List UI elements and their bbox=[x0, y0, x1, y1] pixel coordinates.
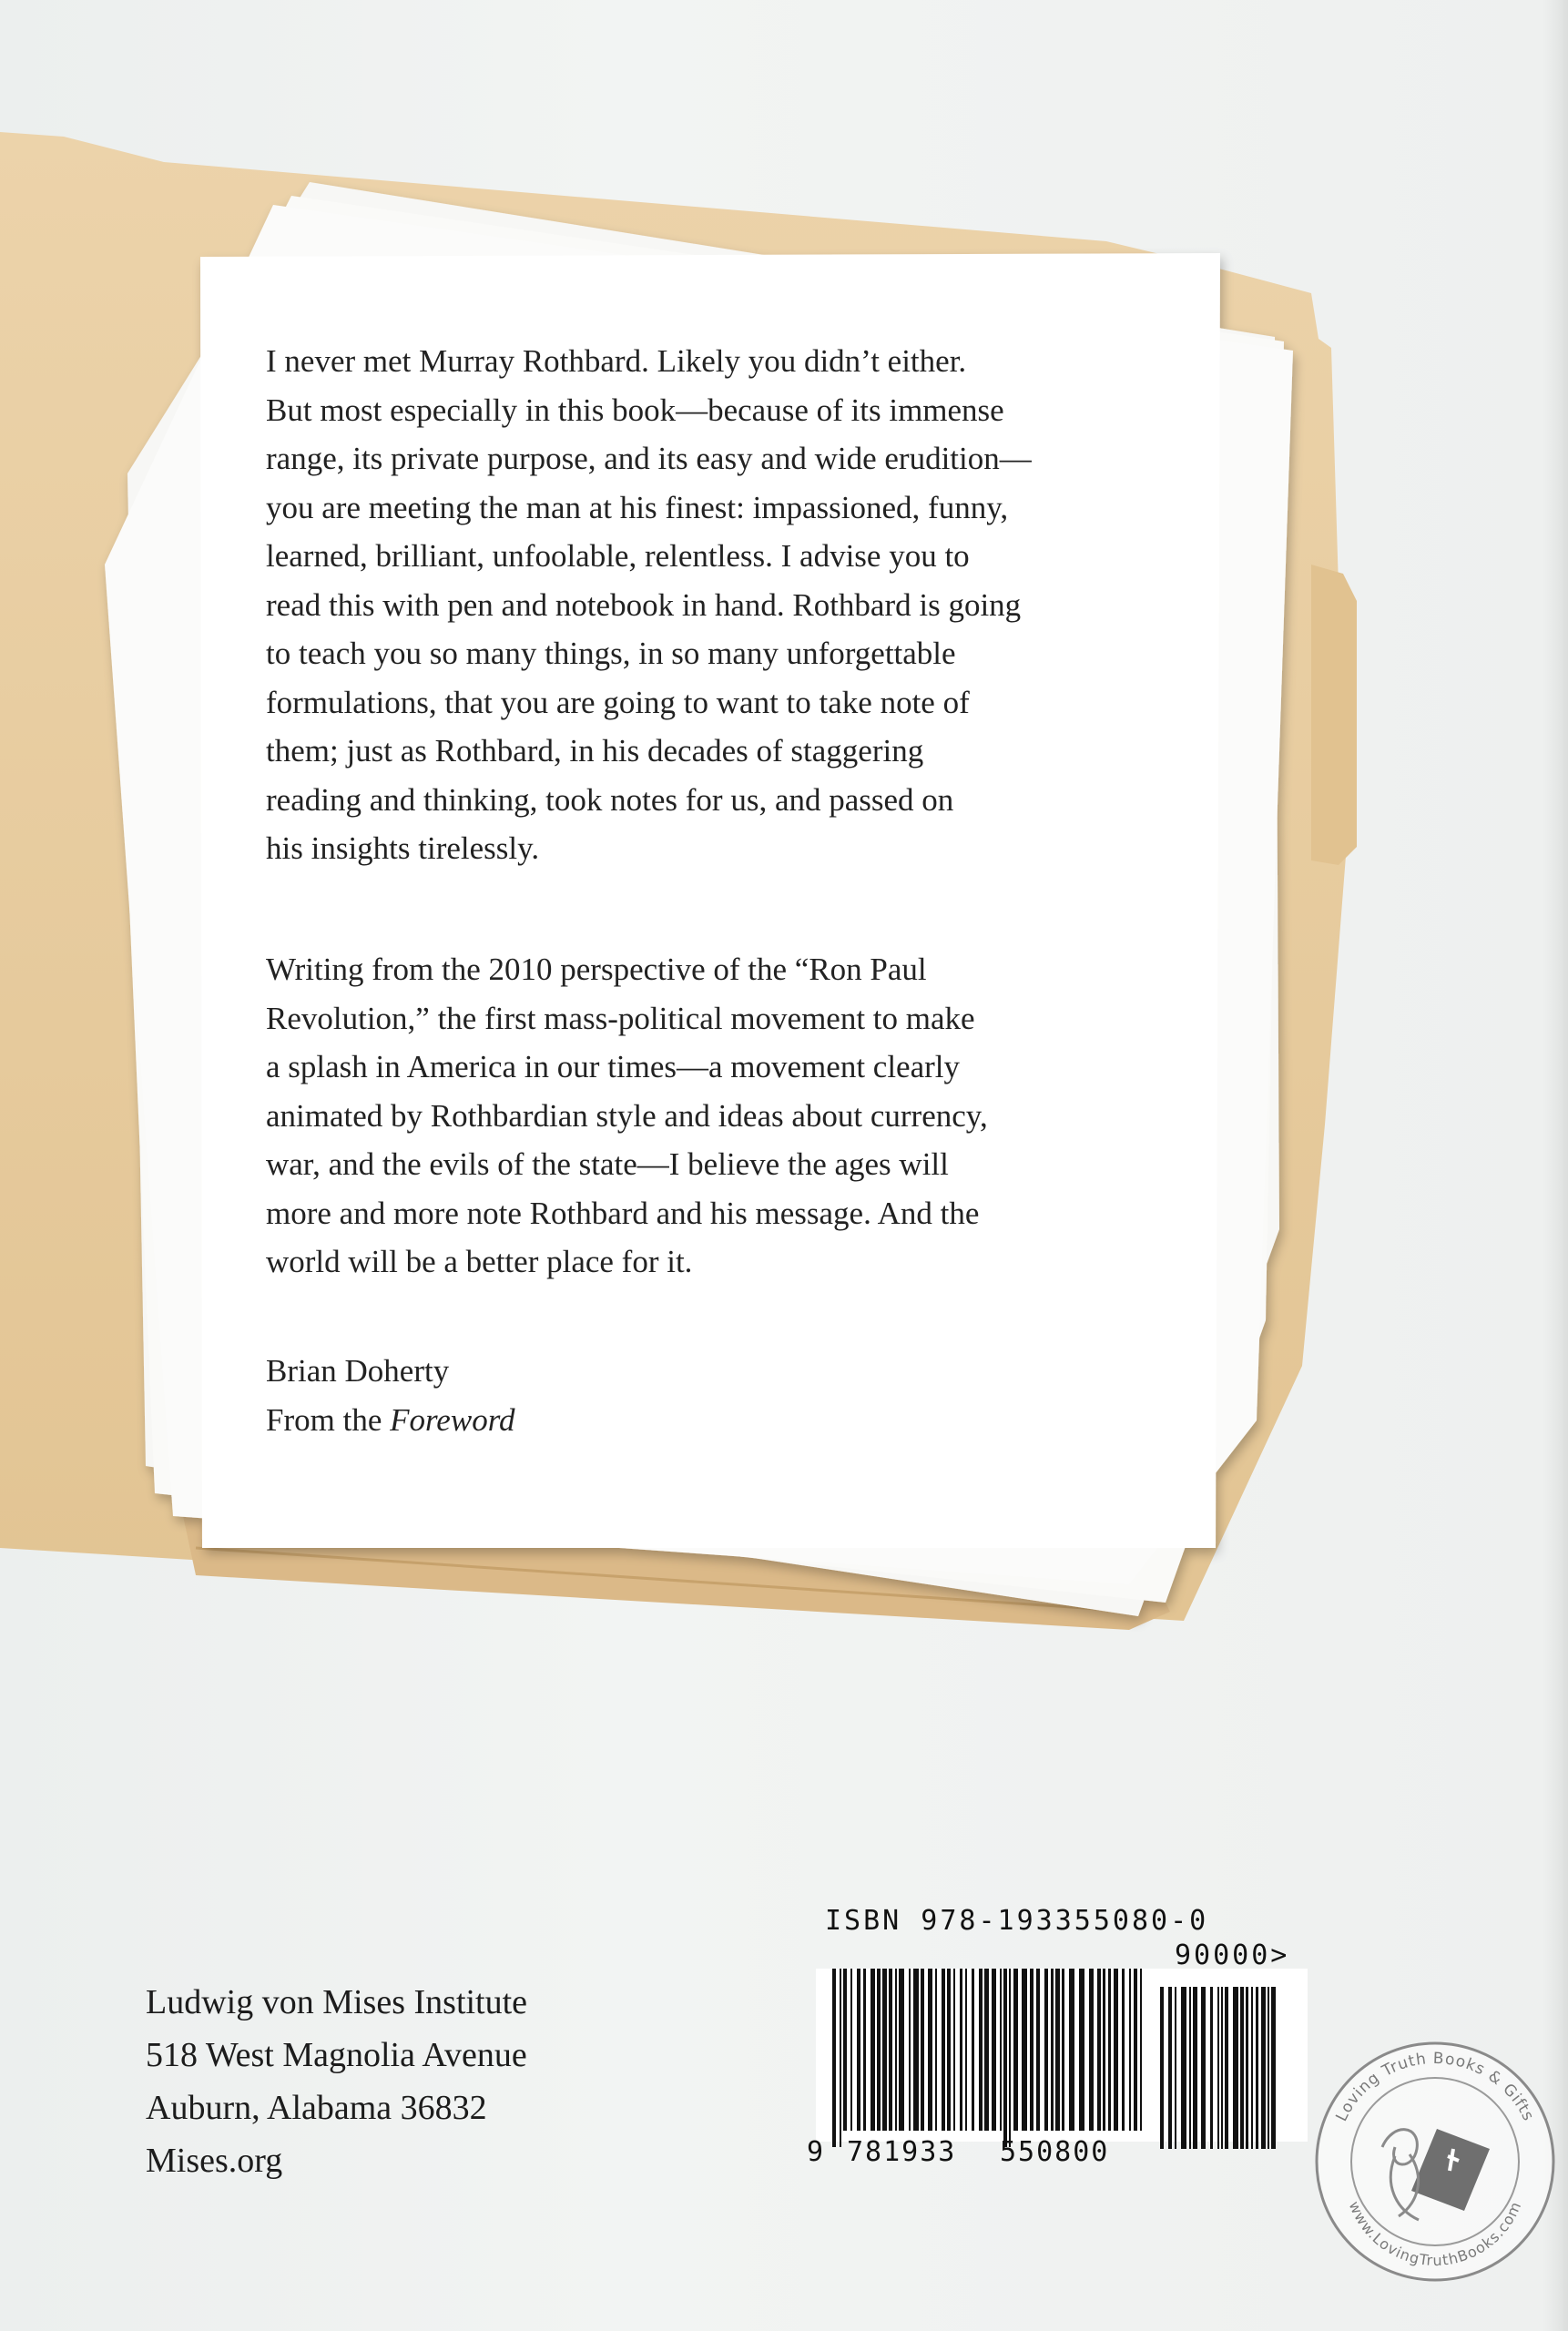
barcode-bar bbox=[1036, 1969, 1040, 2131]
barcode-bar bbox=[899, 1969, 904, 2131]
barcode-digit-lead: 9 bbox=[807, 2136, 826, 2168]
quote-sheet bbox=[202, 257, 1217, 1550]
barcode-digits-left: 781933 bbox=[847, 2136, 957, 2168]
publisher-name: Ludwig von Mises Institute bbox=[146, 1983, 528, 2021]
barcode-bar bbox=[1210, 1987, 1213, 2149]
publisher-street: 518 West Magnolia Avenue bbox=[146, 2036, 527, 2074]
store-watermark-seal bbox=[1311, 2038, 1559, 2285]
quote-source bbox=[266, 1396, 515, 1445]
publisher-address bbox=[146, 1976, 527, 2187]
barcode-bar bbox=[1089, 1969, 1094, 2131]
quote-paragraph-2: Writing from the 2010 perspective of the “Ron Paul Revolution,” the first mass-political movement to make a splash in America in our times—a movement clearly animated by Rothbardian style and ideas about currency, war, and the evils of the state—I believe the ages will more and more note Rothbard and his message. And the world will be a better place for it. bbox=[266, 952, 988, 1279]
barcode-bar bbox=[1122, 1969, 1125, 2131]
barcode-bar bbox=[1000, 1969, 1002, 2131]
isbn-label: ISBN 978-193355080-0 bbox=[825, 1905, 1209, 1937]
barcode-bar bbox=[1181, 1987, 1186, 2149]
folder-tab bbox=[1311, 565, 1357, 865]
barcode-bar bbox=[863, 1969, 866, 2131]
barcode-bar bbox=[1140, 1969, 1142, 2131]
barcode-bar bbox=[1097, 1969, 1101, 2131]
barcode-bar bbox=[1246, 1987, 1248, 2149]
quote-paragraph-1: I never met Murray Rothbard. Likely you didn’t either. But most especially in this book—because of its immense range, its private purpose, and its easy and wide erudition— you are meeting the man at his finest: impassioned, funny, learned, brilliant, unfoolable, relentless. I advise you to read this with pen and notebook in hand. Rothbard is going to teach you so many things, in so many unforgettable formulations, that you are going to want to take note of them; just as Rothbard, in his decades of staggering reading and thinking, took notes for us, and passed on his insights tirelessly. bbox=[266, 343, 1032, 866]
price-code: 90000> bbox=[1175, 1939, 1290, 1971]
barcode-bar bbox=[972, 1969, 974, 2131]
barcode-bar bbox=[857, 1969, 860, 2131]
barcode-bar bbox=[935, 1969, 937, 2131]
barcode-bar bbox=[1193, 1987, 1197, 2149]
barcode-bar bbox=[1129, 1969, 1131, 2131]
barcode-bar bbox=[843, 1969, 847, 2131]
barcode-bar bbox=[1009, 1969, 1011, 2147]
barcode-bar bbox=[832, 1969, 836, 2147]
barcode-bar bbox=[889, 1969, 892, 2131]
barcode-bar bbox=[1240, 1987, 1244, 2149]
barcode-bar bbox=[1069, 1969, 1074, 2131]
barcode-bar bbox=[1030, 1969, 1033, 2131]
barcode-bar bbox=[1114, 1969, 1118, 2131]
barcode-bar bbox=[1022, 1969, 1027, 2131]
barcode-bar bbox=[1013, 1969, 1018, 2131]
quote-source-prefix: From the bbox=[266, 1402, 382, 1438]
barcode-bar bbox=[1160, 1987, 1164, 2149]
barcode-bar bbox=[921, 1969, 924, 2131]
barcode-digits-right: 550800 bbox=[1000, 2136, 1110, 2168]
barcode-bar bbox=[928, 1969, 932, 2131]
isbn-barcode bbox=[807, 1905, 1317, 2196]
barcode-bar bbox=[1251, 1987, 1253, 2149]
publisher-website: Mises.org bbox=[146, 2142, 283, 2180]
barcode-bar bbox=[1079, 1969, 1084, 2131]
barcode-bar bbox=[877, 1969, 881, 2131]
barcode-bar bbox=[1044, 1969, 1048, 2131]
barcode-bar bbox=[1134, 1969, 1137, 2131]
barcode-bar bbox=[1062, 1969, 1064, 2131]
barcode-bar bbox=[1003, 1969, 1007, 2147]
barcode-bar bbox=[979, 1969, 983, 2131]
watermark-bottom-text: www.LovingTruthBooks.com bbox=[1345, 2198, 1525, 2270]
barcode-bar bbox=[1271, 1987, 1276, 2149]
barcode-bar bbox=[871, 1969, 875, 2131]
barcode-bar bbox=[965, 1969, 967, 2131]
barcode-bar bbox=[1201, 1987, 1206, 2149]
barcode-bar bbox=[984, 1969, 989, 2131]
barcode-bar bbox=[942, 1969, 945, 2131]
barcode-bar bbox=[840, 1969, 841, 2147]
barcode-bar bbox=[1051, 1969, 1054, 2131]
barcode-bar bbox=[1261, 1987, 1266, 2149]
barcode-bar bbox=[953, 1969, 955, 2131]
barcode-bar bbox=[1225, 1987, 1228, 2149]
barcode-bar bbox=[850, 1969, 852, 2131]
barcode-bar bbox=[1217, 1987, 1219, 2149]
barcode-bar bbox=[895, 1969, 897, 2131]
barcode-bar bbox=[1055, 1969, 1060, 2131]
barcode-bar bbox=[913, 1969, 919, 2131]
barcode-bar bbox=[1168, 1987, 1172, 2149]
barcode-bar bbox=[882, 1969, 887, 2131]
barcode-bar bbox=[960, 1969, 962, 2131]
quote-author: Brian Doherty bbox=[266, 1353, 450, 1389]
quote-source-title: Foreword bbox=[390, 1402, 515, 1438]
barcode-bar bbox=[909, 1969, 911, 2131]
watermark-top-text: Loving Truth Books & Gifts bbox=[1332, 2049, 1538, 2125]
barcode-bar bbox=[1108, 1969, 1111, 2131]
barcode-bar bbox=[1268, 1987, 1269, 2149]
barcode-bar bbox=[1175, 1987, 1176, 2149]
barcode-bar bbox=[992, 1969, 996, 2131]
barcode-bar bbox=[947, 1969, 951, 2131]
barcode-bar bbox=[1256, 1987, 1258, 2149]
barcode-bar bbox=[1189, 1987, 1191, 2149]
publisher-city: Auburn, Alabama 36832 bbox=[146, 2089, 487, 2127]
barcode-bar bbox=[1103, 1969, 1105, 2131]
barcode-bar bbox=[1233, 1987, 1238, 2149]
barcode-bar bbox=[1221, 1987, 1223, 2149]
